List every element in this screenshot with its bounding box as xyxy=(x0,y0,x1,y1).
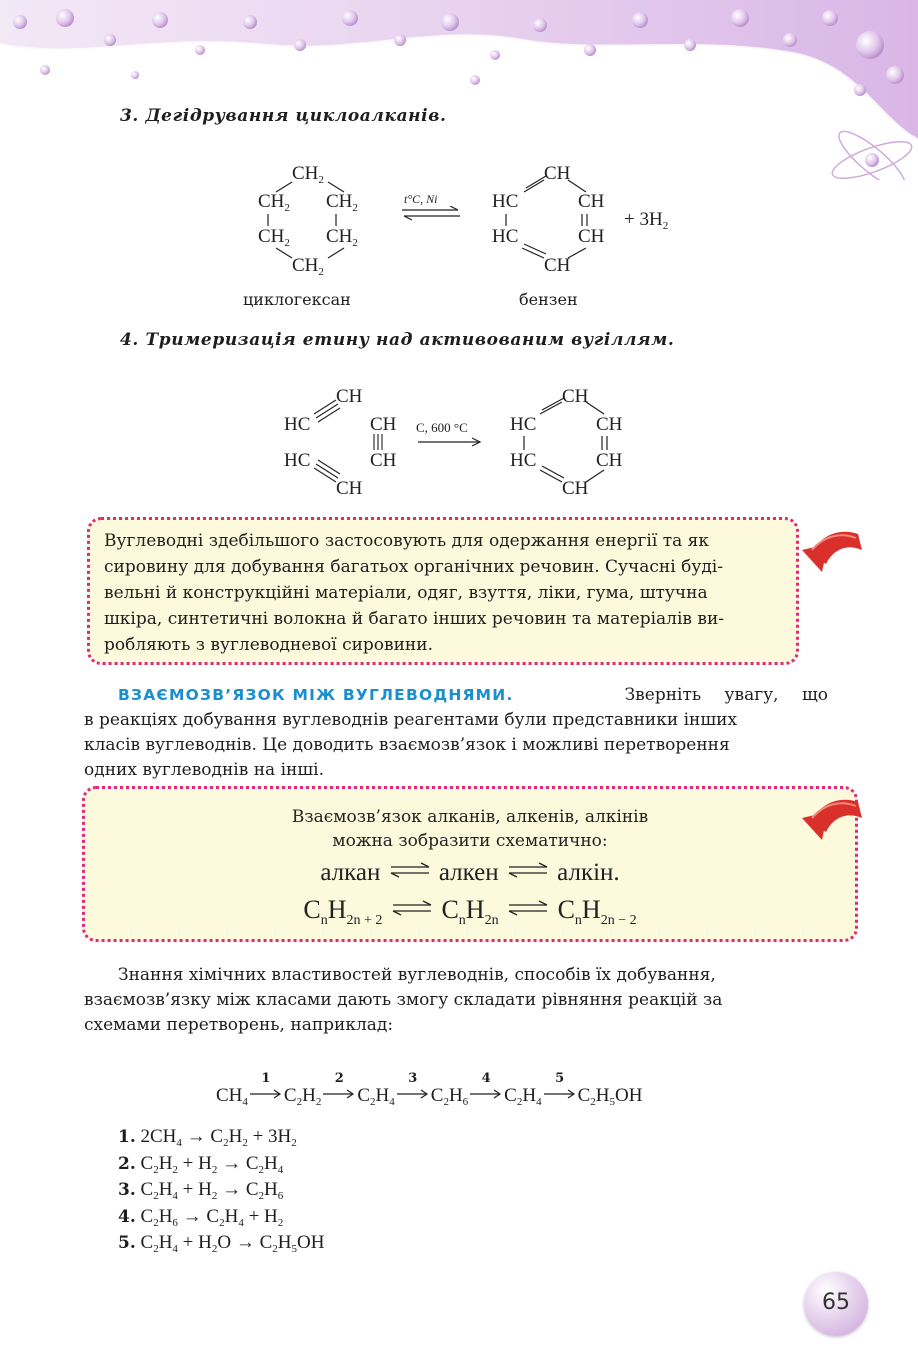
info-box-applications xyxy=(87,517,799,665)
reaction4-condition: C, 600 °C xyxy=(416,420,468,435)
benzene-formula: CH HC CH HC CH CH xyxy=(492,163,605,276)
chain-step-number: 2 xyxy=(334,1071,344,1086)
equation-1: 1. $2CH_4 \to C_2H_2 + 3H_2$ xyxy=(118,1126,297,1149)
reaction3-condition: t°C, Ni xyxy=(404,192,438,206)
scheme-formulas: $C_nH_{2n + 2}$ $C_nH_{2n}$ $C_nH_{2n - 2}$ xyxy=(303,895,637,928)
chain-step-number: 1 xyxy=(261,1071,271,1086)
relation-paragraph: ВЗАЄМОЗВ’ЯЗОК МІЖ ВУГЛЕВОДНЯМИ. Зверніть увагу, що в реакціях добування вуглеводнів реагентами були представники інших класів вуглеводнів. Це доводить взаємозв’язок і можливі перетворення одних вуглеводнів на інші. xyxy=(84,685,828,780)
scheme-line1: Взаємозв’язок алканів, алкенів, алкінів xyxy=(291,807,649,827)
page-number-badge xyxy=(804,1272,868,1336)
cyclohexane-formula: $CH_2$ $CH_2$ $CH_2$ $CH_2$ $CH_2$ $CH_2$ xyxy=(258,163,358,278)
info-box-scheme xyxy=(82,786,858,942)
reaction4-arrow xyxy=(414,420,486,450)
cyclohexane-name: циклогексан xyxy=(243,290,351,309)
section4-heading: 4. Тримеризація етину над активованим вугіллям. xyxy=(120,330,675,350)
curved-arrow-icon xyxy=(800,788,866,852)
chain-step-number: 5 xyxy=(555,1071,565,1086)
scheme-names: алкан алкен алкін. xyxy=(320,859,620,886)
section3-heading: 3. Дегідрування циклоалканів. xyxy=(120,106,447,126)
chain-step-number: 4 xyxy=(481,1071,491,1086)
section-relation-title: ВЗАЄМОЗВ’ЯЗОК МІЖ ВУГЛЕВОДНЯМИ. xyxy=(118,686,514,704)
page-number: 65 xyxy=(822,1290,850,1315)
chain-step-number: 3 xyxy=(408,1071,418,1086)
header-decoration xyxy=(0,0,918,180)
equations-list xyxy=(118,1124,324,1257)
benzene-name: бензен xyxy=(519,290,578,309)
curved-arrow-icon xyxy=(800,520,866,584)
scheme-line2: можна зобразити схематично: xyxy=(332,831,608,851)
equation-4: 4. $C_2H_6 \to C_2H_4 + H_2$ xyxy=(118,1205,284,1229)
benzene-product-formula: CH HC CH HC CH CH xyxy=(510,386,623,499)
equation-2: 2. $C_2H_2 + H_2 \to C_2H_4$ xyxy=(118,1152,284,1176)
hydrogen-byproduct: + $3H_2$ xyxy=(624,209,669,232)
reaction3-arrow xyxy=(398,192,464,232)
acetylene-molecules: CH HC CH HC CH CH xyxy=(284,386,397,499)
knowledge-paragraph: Знання хімічних властивостей вуглеводнів, способів їх добування, взаємозв’язку між класами дають змогу складати рівняння реакцій за схемами перетворень, наприклад: xyxy=(84,965,723,1035)
transformation-chain: $CH_4$ 1 $C_2H_2$ 2 $C_2H_4$ 3 $C_2H_6$ 4 $C_2H_4$ 5 $C_2H_5OH$ xyxy=(216,1071,643,1108)
info-box-applications-text: Вуглеводні здебільшого застосовують для одержання енергії та як сировину для добування багатьох органічних речовин. Сучасні буді- вельні й конструкційні матеріали, одяг, взуття, ліки, гума, штучна шкіра, синтетичні волокна й багато інших речовин та матеріалів ви- робляють з вуглеводневої сировини. xyxy=(104,531,725,655)
equation-5: 5. $C_2H_4 + H_2O \to C_2H_5OH$ xyxy=(118,1232,325,1255)
equation-3: 3. $C_2H_4 + H_2 \to C_2H_6$ xyxy=(118,1179,284,1202)
